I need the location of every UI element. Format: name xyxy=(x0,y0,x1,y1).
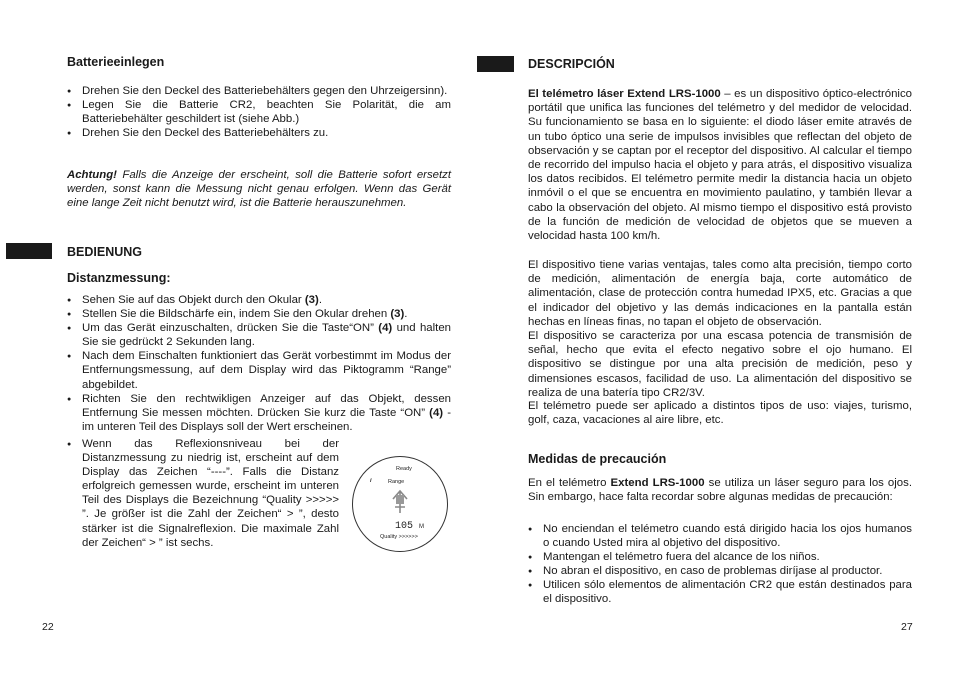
precautions-bullet-list xyxy=(528,522,912,607)
warning-text: Falls die Anzeige der erscheint, soll die Batterie sofort ersetzt werden, sonst kann die Messung nicht genau erfolgen. Wenn das Gerät eine lange Zeit nicht benutzt wird, ist die Batterie herauszunehmen. xyxy=(67,169,451,210)
list-item: ● Stellen Sie die Bildschärfe ein, indem Sie den Okular drehen (3). xyxy=(67,307,451,321)
battery-bullet-list xyxy=(67,84,451,140)
quality-bullet-list xyxy=(67,437,339,550)
list-item: ● Mantengan el telémetro fuera del alcance de los niños. xyxy=(528,550,912,564)
list-item: ● Sehen Sie auf das Objekt durch den Okular (3). xyxy=(67,293,451,307)
battery-heading: Batterieeinlegen xyxy=(67,55,165,69)
description-paragraph-1: El telémetro láser Extend LRS-1000 – es un dispositivo óptico-electrónico portátil que unifica las funciones del telémetro y del medidor de velocidad. Su funcionamiento se basa en lo siguiente: el diodo láser emite através de un tubo óptico una serie de impulsos invisibles que reflectan del objeto de observación y se captan por el receptor del dispositivo. Al calcular el tiempo de recorrido del impulso hacia el objeto y para atrás, el dispositivo visualiza los datos recibidos. El telémetro permite medir la distancia hacia un objeto inmóvil o el que se encuentra en movimiento paulatino, y también llevar a cabo la observación del objeto. Al mismo tiempo el dispositivo está provisto de la función de medición de velocidad de objetos que se mueven a velocidad hasta 100 km/h. xyxy=(528,88,912,243)
list-item: ● Utilicen sólo elementos de alimentación CR2 que están destinados para el dispositivo. xyxy=(528,578,912,606)
list-item: ● Legen Sie die Batterie CR2, beachten Sie Polarität, die am Batteriebehälter geschildert ist (siehe Abb.) xyxy=(67,98,451,126)
display-mode-icon: i xyxy=(370,478,372,484)
display-illustration xyxy=(352,456,448,552)
list-item: ● No abran el dispositivo, en caso de problemas diríjase al productor. xyxy=(528,564,912,578)
description-heading: DESCRIPCIÓN xyxy=(528,57,615,71)
product-name: El telémetro láser Extend LRS-1000 xyxy=(528,88,721,100)
page-number-left: 22 xyxy=(42,621,54,633)
display-quality-indicator: Quality >>>>>> xyxy=(380,534,418,540)
page-number-right: 27 xyxy=(901,621,913,633)
right-page xyxy=(477,0,954,673)
target-reticle-icon xyxy=(389,489,411,515)
list-item: ● Richten Sie den rechtwikligen Anzeiger auf das Objekt, dessen Entfernung Sie messen möchten. Drücken Sie kurz die Taste “ON” (4) - im unteren Teil des Displays soll der Wert erscheinen. xyxy=(67,392,451,434)
list-item: ● Nach dem Einschalten funktioniert das Gerät vorbestimmt im Modus der Entfernungsmessung, auf dem Display wird das Piktogramm “Range” abgebildet. xyxy=(67,349,451,391)
battery-warning xyxy=(67,168,451,211)
distance-subheading: Distanzmessung: xyxy=(67,271,171,285)
description-paragraph-3: El dispositivo se caracteriza por una escasa potencia de transmisión de señal, hecho que evita el efecto negativo sobre el ojo humano. El dispositivo se distingue por una alta precisión de medición, peso y dimensiones escasos, facilidad de uso. La alimentación del dispositivo se realiza de una batería tipo CR2/3V. xyxy=(528,330,912,399)
display-range-label: Range xyxy=(388,479,405,485)
description-paragraph-4: El telémetro puede ser aplicado a distintos tipos de uso: viajes, turismo, golf, caza, vacaciones al aire libre, etc. xyxy=(528,400,912,427)
list-item: ● Wenn das Reflexionsniveau bei der Distanzmessung zu niedrig ist, erscheint auf dem Display das Zeichen “----”. Falls die Distanz erfolgreich gemessen wurde, erscheint im unteren Teil des Displays die Bezeichnung “Quality >>>>> ”. Je größer ist die Zahl der Zeichen“ > ”, desto stärker ist die Signalreflexion. Die maximale Zahl der Zeichen“ > ” ist sechs. xyxy=(67,437,339,550)
display-unit: M xyxy=(419,524,424,530)
description-paragraph-2: El dispositivo tiene varias ventajas, tales como alta precisión, tiempo corto de medición, alimentación de energía baja, corte automático de alimentación, clase de protección contra humedad IPX5, etc. Gracias a que el indicador del objetivo y las demás indicaciones en la pantalla están hechas en líneas finas, no tapan el objeto de observación. xyxy=(528,259,912,328)
section-marker-tab xyxy=(477,56,514,72)
warning-label: Achtung! xyxy=(67,169,117,181)
operation-bullet-list xyxy=(67,293,451,434)
precautions-intro: En el telémetro Extend LRS-1000 se utiliza un láser seguro para los ojos. Sin embargo, hace falta recordar sobre algunas medidas de precaución: xyxy=(528,477,912,504)
list-item: ● Drehen Sie den Deckel des Batteriebehälters zu. xyxy=(67,126,451,140)
list-item: ● No enciendan el telémetro cuando está dirigido hacia los ojos humanos o cuando Usted mira al objetivo del dispositivo. xyxy=(528,522,912,550)
section-marker-tab xyxy=(6,243,52,259)
operation-heading: BEDIENUNG xyxy=(67,245,143,259)
precautions-heading: Medidas de precaución xyxy=(528,452,667,466)
list-item: ● Drehen Sie den Deckel des Batteriebehälters gegen den Uhrzeigersinn). xyxy=(67,84,451,98)
list-item: ● Um das Gerät einzuschalten, drücken Sie die Taste“ON” (4) und halten Sie sie gedrückt 2 Sekunden lang. xyxy=(67,321,451,349)
display-ready-label: Ready xyxy=(396,466,412,472)
display-distance-value: 105 xyxy=(395,521,414,532)
